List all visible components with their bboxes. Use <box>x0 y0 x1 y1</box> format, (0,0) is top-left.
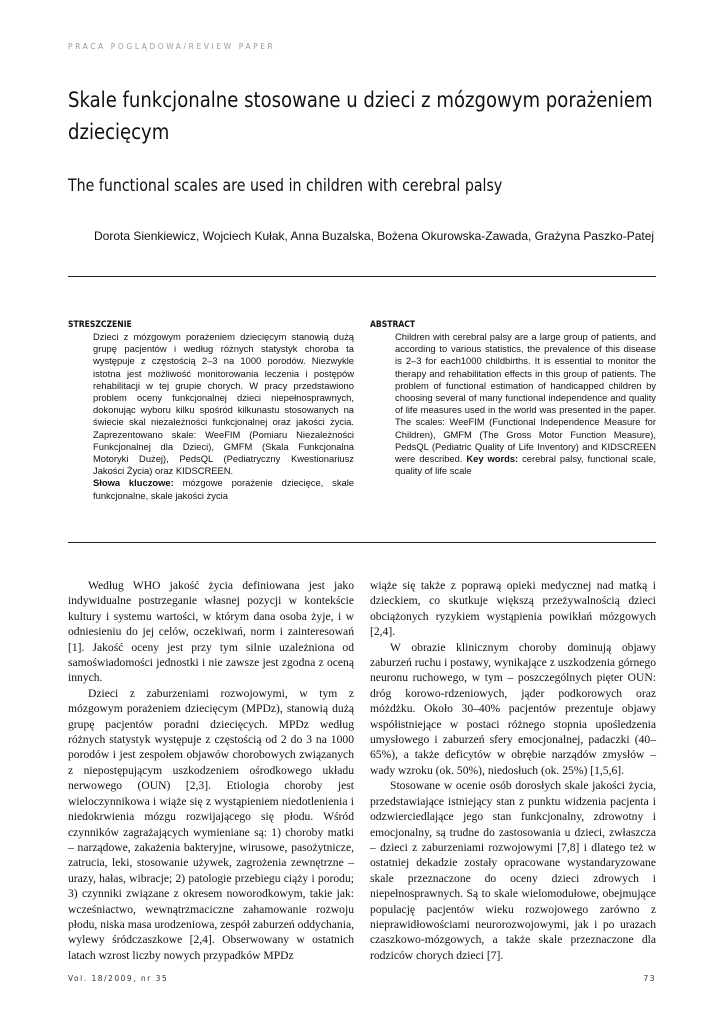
title-english: The functional scales are used in children with cerebral palsy <box>68 176 503 195</box>
footer-journal: Vol. 18/2009, nr 35 <box>68 974 169 983</box>
streszczenie-keywords-label: Słowa kluczowe: <box>93 477 174 489</box>
abstract-keywords: cerebral palsy, functional scale, quality of life scale <box>395 453 656 477</box>
streszczenie-block <box>68 320 354 502</box>
top-rule <box>68 276 656 277</box>
abstract-body <box>395 331 656 477</box>
paragraph: wiąże się także z poprawą opieki medycznej nad matką i dzieckiem, co skutkuje większą przeżywalnością dzieci obciążonych ryzykiem wystąpienia powikłań mózgowych [2,4]. <box>370 579 656 639</box>
abstract-heading: ABSTRACT <box>370 320 416 330</box>
authors: Dorota Sienkiewicz, Wojciech Kułak, Anna Buzalska, Bożena Okurowska-Zawada, Grażyna Paszko-Patej <box>94 229 655 243</box>
streszczenie-heading: STRESZCZENIE <box>68 320 132 330</box>
paragraph: Stosowane w ocenie osób dorosłych skale jakości życia, przedstawiające istniejący stan z punktu widzenia pacjenta i odzwierciedlające jego stan funkcjonalny, zdrowotny i emocjonalny, są trudne do zastosowania u dzieci, zwłaszcza – dzieci z zaburzeniami rozwojowymi [7,8] i dlatego też w ostatniej dekadzie zostały opracowane wystandaryzowane skale przeznaczone do oceny dzieci zdrowych i niepełnosprawnych. Są to skale wielomodułowe, obejmujące populację pacjentów wieku rozwojowego zarówno z nieprawidłowościami neurorozwojowymi, jak i po urazach czaszkowo-mózgowych, a także skale przeznaczone dla rodziców chorych dzieci [7]. <box>370 779 656 962</box>
body-right-column <box>370 578 656 963</box>
streszczenie-body <box>93 331 354 502</box>
title-polish: Skale funkcjonalne stosowane u dzieci z mózgowym porażeniem dziecięcym <box>68 88 653 144</box>
body-left-column <box>68 578 354 963</box>
abstract-keywords-label: Key words: <box>466 453 519 465</box>
paragraph: W obrazie klinicznym choroby dominują objawy zaburzeń ruchu i postawy, wynikające z uszkodzenia górnego neuronu ruchowego, w tym – poszczególnych pięter OUN: dróg korowo-rdzeniowych, jąder podkorowych oraz móżdżku. Około 30–40% pacjentów prezentuje objawy współistniejące w postaci różnego stopnia upośledzenia umysłowego i zaburzeń sfery emocjonalnej, padaczki (40–65%), a także deficytów w obrębie narządów zmysłów – wady wzroku (ok. 50%), niedosłuch (ok. 25%) [1,5,6]. <box>370 640 656 777</box>
abstract-block <box>370 320 656 477</box>
middle-rule <box>68 542 656 543</box>
page-number: 73 <box>643 974 656 983</box>
paragraph: Według WHO jakość życia definiowana jest jako indywidualne postrzeganie własnej pozycji w kontekście kultury i systemu wartości, w którym dana osoba żyje, i w odniesieniu do jej celów, oczekiwań, norm i zainteresowań [1]. Jakość oceny jest przy tym silnie uzależniona od samoświadomości jednostki i nie zawsze jest zgodna z oceną innych. <box>68 579 354 685</box>
paragraph: Dzieci z zaburzeniami rozwojowymi, w tym z mózgowym porażeniem dziecięcym (MPDz), stanowią dużą grupę pacjentów poradni dziecięcych. MPDz według różnych statystyk występuje z częstością od 2 do 3 na 1000 porodów i jest zespołem objawów chorobowych związanych z niepostępującym uszkodzeniem ośrodkowego układu nerwowego (OUN) [2,3]. Etiologia choroby jest wieloczynnikowa i wiąże się z wystąpieniem niedotlenienia i niedokrwienia mózgu rozwijającego się płodu. Wśród czynników zagrażających wymieniane są: 1) choroby matki – narządowe, zakażenia bakteryjne, wirusowe, pasożytnicze, zatrucia, leki, stosowanie używek, zagrożenia zewnętrzne – urazy, hałas, wibracje; 2) patologie przebiegu ciąży i porodu; 3) czynniki związane z okresem noworodkowym, takie jak: wcześniactwo, wewnątrzmaciczne zahamowanie rozwoju płodu, niska masa urodzeniowa, zespół zaburzeń oddychania, wylewy śródczaszkowe [2,4]. Obserwowany w ostatnich latach wzrost liczby nowych przypadków MPDz <box>68 686 354 962</box>
section-kicker: PRACA POGLĄDOWA/REVIEW PAPER <box>68 42 276 51</box>
abstract-text: Children with cerebral palsy are a large group of patients, and according to various statistics, the prevalence of this disease is 2–3 for each1000 childbirths. It is essential to monitor the therapy and rehabilitation effects in this group of patients. The problem of functional estimation of handicapped children by choosing several of many functional independence and quality of life measures used in the world was presented in the paper. The scales: WeeFIM (Functional Independence Measure for Children), GMFM (The Gross Motor Function Measure), PedsQL (Pediatric Quality of Life Inventory) and KIDSCREEN were described. <box>395 331 656 465</box>
streszczenie-text: Dzieci z mózgowym porażeniem dziecięcym stanowią dużą grupę pacjentów i według różnych statystyk choroba ta występuje z częstością 2–3 na 1000 porodów. Niezwykle istotna jest możliwość monitorowania leczenia i postępów rehabilitacji w tej grupie chorych. W pracy przedstawiono problem oceny funkcjonalnej dzieci niepełnosprawnych, dokonując wyboru kilku spośród kilkunastu stosowanych na świecie skal niezależności funkcjonalnej oraz jakości życia. Zaprezentowano skale: WeeFIM (Pomiaru Niezależności Funkcjonalnej dla Dzieci), GMFM (Skala Funkcjonalna Motoryki Dużej), PedsQL (Pediatryczny Kwestionariusz Jakości Życia) oraz KIDSCREEN. <box>93 331 354 477</box>
streszczenie-keywords: mózgowe porażenie dziecięce, skale funkcjonalne, skale jakości życia <box>93 477 355 501</box>
